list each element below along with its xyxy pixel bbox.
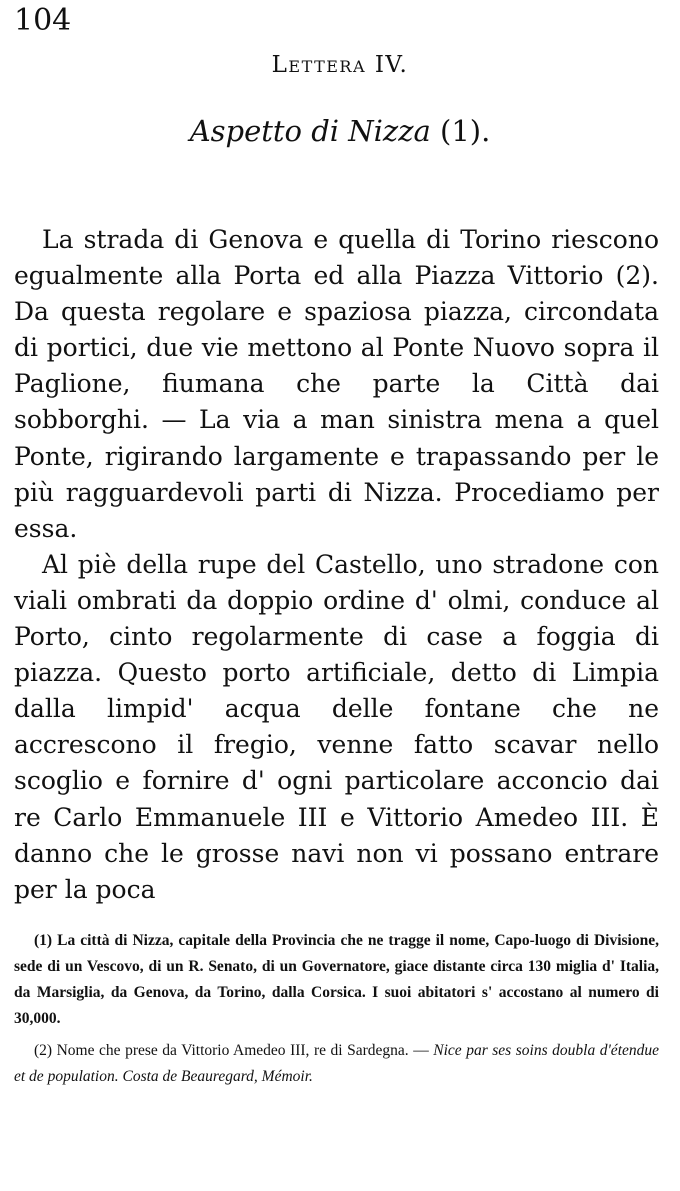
footnotes (14, 928, 659, 1090)
page-number: 104 (14, 3, 72, 38)
footnote-1: (1) La città di Nizza, capitale della Provincia che ne tragge il nome, Capo-luogo di Divisione, sede di un Vescovo, di un R. Senato, di un Governatore, giace distante circa 130 miglia d' Italia, da Marsiglia, da Genova, da Torino, dalla Corsica. I suoi abitatori s' accostano al numero di 30,000. (14, 932, 659, 1027)
paragraph: Al piè della rupe del Castello, uno stradone con viali ombrati da doppio ordine d' olmi, conduce al Porto, cinto regolarmente di case a foggia di piazza. Questo porto artificiale, detto di Limpia dalla limpid' acqua delle fontane che ne accrescono il fregio, venne fatto scavar nello scoglio e fornire d' ogni particolare acconcio dai re Carlo Emmanuele III e Vittorio Amedeo III. È danno che le grosse navi non vi possano entrare per la poca (14, 549, 659, 904)
main-text (14, 222, 659, 908)
chapter-title (0, 114, 680, 148)
footnote-2 (14, 1038, 659, 1090)
chapter-title-note: (1). (440, 114, 491, 148)
footnote-2-text: (2) Nome che prese da Vittorio Amedeo III, re di Sardegna. — (34, 1042, 429, 1059)
chapter-title-text: Aspetto di Nizza (189, 114, 431, 148)
paragraph: La strada di Genova e quella di Torino riescono egualmente alla Porta ed alla Piazza Vittorio (2). Da questa regolare e spaziosa piazza, circondata di portici, due vie mettono al Ponte Nuovo sopra il Paglione, fiumana che parte la Città dai sobborghi. — La via a man sinistra mena a quel Ponte, rigirando largamente e trapassando per le più ragguardevoli parti di Nizza. Procediamo per essa. (14, 225, 659, 543)
chapter-heading: Lettera IV. (271, 52, 409, 78)
footnote-2-citation: Nice par ses soins doubla d'étendue et de population. Costa de Beauregard, Mémoir. (14, 1042, 660, 1085)
